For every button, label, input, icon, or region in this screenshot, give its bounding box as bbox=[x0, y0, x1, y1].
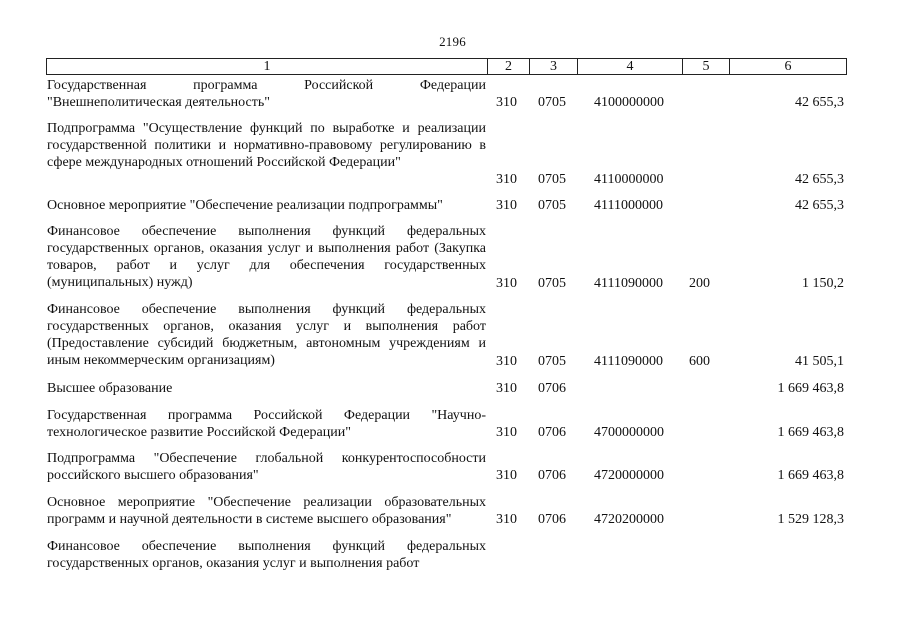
row-description: Финансовое обеспечение выполнения функций федеральных государственных органов, оказания услуг и выполнения работ (Предоставление субсидий бюджетным, автономным учреждениям и иным некоммерческим организациям) bbox=[47, 302, 486, 368]
row-description: Подпрограмма "Осуществление функций по выработке и реализации государственной политики и нормативно-правовому регулированию в сфере международных отношений Российской Федерации" bbox=[47, 121, 486, 170]
row-code-2: 310 bbox=[496, 95, 517, 110]
column-header-4: 4 bbox=[578, 59, 683, 75]
row-code-2: 310 bbox=[496, 354, 517, 369]
row-code-2: 310 bbox=[496, 512, 517, 527]
row-description: Государственная программа Российской Федерации "Научно-технологическое развитие Российской Федерации" bbox=[47, 408, 486, 440]
row-code-2: 310 bbox=[496, 425, 517, 440]
row-amount: 1 669 463,8 bbox=[777, 468, 844, 483]
row-amount: 42 655,3 bbox=[795, 95, 844, 110]
row-code-3: 0705 bbox=[538, 95, 566, 110]
row-code-4: 4700000000 bbox=[594, 425, 664, 440]
row-code-3: 0706 bbox=[538, 468, 566, 483]
row-description: Финансовое обеспечение выполнения функций федеральных государственных органов, оказания услуг и выполнения работ bbox=[47, 539, 486, 571]
row-code-4: 4100000000 bbox=[594, 95, 664, 110]
row-amount: 1 529 128,3 bbox=[777, 512, 844, 527]
page-number: 2196 bbox=[439, 34, 466, 49]
row-code-4: 4111090000 bbox=[594, 276, 663, 291]
column-header-1: 1 bbox=[47, 59, 488, 75]
row-code-3: 0705 bbox=[538, 172, 566, 187]
row-amount: 41 505,1 bbox=[795, 354, 844, 369]
row-amount: 42 655,3 bbox=[795, 172, 844, 187]
row-description: Государственная программа Российской Федерации "Внешнеполитическая деятельность" bbox=[47, 78, 486, 110]
row-code-5: 200 bbox=[689, 276, 710, 291]
row-description: Подпрограмма "Обеспечение глобальной конкурентоспособности российского высшего образования" bbox=[47, 451, 486, 483]
row-amount: 1 150,2 bbox=[802, 276, 844, 291]
row-code-2: 310 bbox=[496, 468, 517, 483]
row-amount: 1 669 463,8 bbox=[777, 425, 844, 440]
column-header-6: 6 bbox=[730, 59, 847, 75]
row-description: Основное мероприятие "Обеспечение реализации подпрограммы" bbox=[47, 198, 443, 213]
row-amount: 1 669 463,8 bbox=[777, 381, 844, 396]
row-description: Основное мероприятие "Обеспечение реализации образовательных программ и научной деятельности в системе высшего образования" bbox=[47, 495, 486, 527]
row-amount: 42 655,3 bbox=[795, 198, 844, 213]
row-code-4: 4111090000 bbox=[594, 354, 663, 369]
row-code-3: 0706 bbox=[538, 512, 566, 527]
row-code-2: 310 bbox=[496, 381, 517, 396]
row-code-4: 4720200000 bbox=[594, 512, 664, 527]
row-code-4: 4110000000 bbox=[594, 172, 664, 187]
column-header-3: 3 bbox=[530, 59, 578, 75]
row-code-2: 310 bbox=[496, 172, 517, 187]
row-code-3: 0706 bbox=[538, 425, 566, 440]
row-description: Высшее образование bbox=[47, 381, 173, 396]
column-header-row bbox=[47, 59, 847, 75]
column-header-table bbox=[46, 58, 847, 75]
column-header-5: 5 bbox=[683, 59, 730, 75]
row-code-5: 600 bbox=[689, 354, 710, 369]
column-header-2: 2 bbox=[488, 59, 530, 75]
row-code-3: 0705 bbox=[538, 354, 566, 369]
row-code-3: 0705 bbox=[538, 198, 566, 213]
row-code-2: 310 bbox=[496, 276, 517, 291]
row-code-3: 0705 bbox=[538, 276, 566, 291]
row-code-3: 0706 bbox=[538, 381, 566, 396]
row-code-2: 310 bbox=[496, 198, 517, 213]
row-code-4: 4111000000 bbox=[594, 198, 663, 213]
row-description: Финансовое обеспечение выполнения функций федеральных государственных органов, оказания услуг и выполнения работ (Закупка товаров, работ и услуг для обеспечения государственных (муниципальных) нужд) bbox=[47, 224, 486, 290]
row-code-4: 4720000000 bbox=[594, 468, 664, 483]
